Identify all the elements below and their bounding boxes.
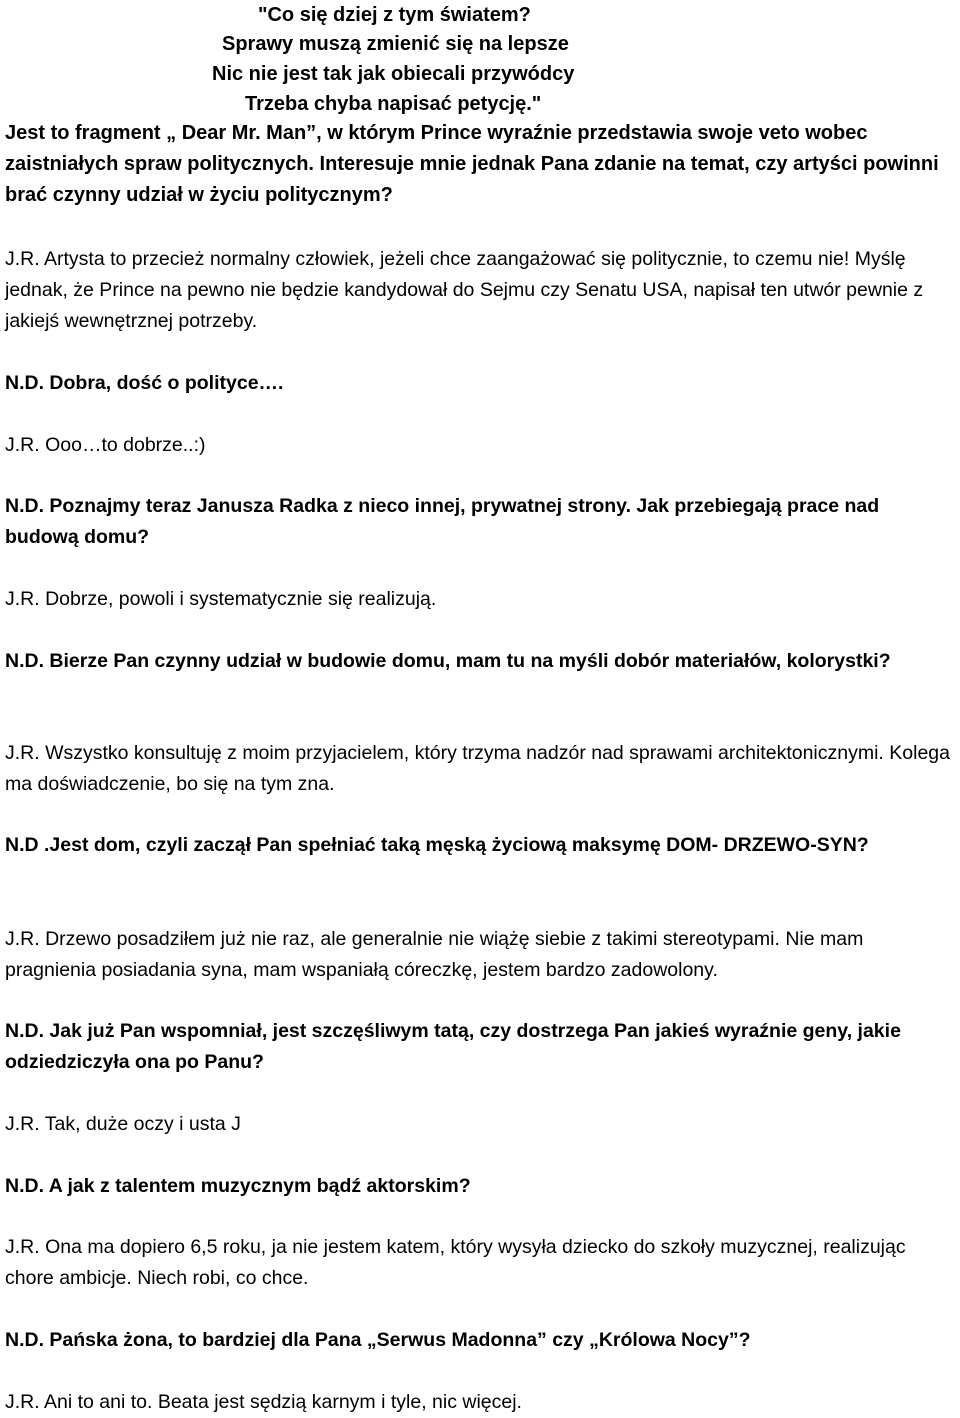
question-materials: N.D. Bierze Pan czynny udział w budowie domu, mam tu na myśli dobór materiałów, kolorystki? [5,650,891,672]
answer-wife: J.R. Ani to ani to. Beata jest sędzią karnym i tyle, nic więcej. [5,1391,522,1413]
question-house-tree-son: N.D .Jest dom, czyli zaczął Pan spełniać taką męską życiową maksymę DOM- DRZEWO-SYN? [5,834,869,856]
verse-line-3: Nic nie jest tak jak obiecali przywódcy [212,63,575,85]
answer-ooo: J.R. Ooo…to dobrze..:) [5,434,206,456]
question-house-building: N.D. Poznajmy teraz Janusza Radka z nieco innej, prywatnej strony. Jak przebiegają prace nad budową domu? [5,495,880,548]
intro-question: Jest to fragment „ Dear Mr. Man”, w którym Prince wyraźnie przedstawia swoje veto wobec zaistniałych spraw politycznych. Interesuje mnie jednak Pana zdanie na temat, czy artyści powinni brać czynny udział w życiu politycznym? [5,122,939,206]
answer-talent: J.R. Ona ma dopiero 6,5 roku, ja nie jestem katem, który wysyła dziecko do szkoły muzycznej, realizując chore ambicje. Niech robi, co chce. [5,1236,906,1289]
question-wife: N.D. Pańska żona, to bardziej dla Pana „Serwus Madonna” czy „Królowa Nocy”? [5,1329,751,1351]
question-genes: N.D. Jak już Pan wspomniał, jest szczęśliwym tatą, czy dostrzega Pan jakieś wyraźnie geny, jakie odziedziczyła ona po Panu? [5,1020,901,1073]
answer-tree: J.R. Drzewo posadziłem już nie raz, ale generalnie nie wiążę siebie z takimi stereotypami. Nie mam pragnienia posiadania syna, mam wspaniałą córeczkę, jestem bardzo zadowolony. [5,928,864,981]
answer-genes: J.R. Tak, duże oczy i usta J [5,1113,241,1135]
answer-materials: J.R. Wszystko konsultuję z moim przyjacielem, który trzyma nadzór nad sprawami architektonicznymi. Kolega ma doświadczenie, bo się na tym zna. [5,742,950,795]
answer-politics: J.R. Artysta to przecież normalny człowiek, jeżeli chce zaangażować się politycznie, to czemu nie! Myślę jednak, że Prince na pewno nie będzie kandydował do Sejmu czy Senatu USA, napisał ten utwór pewnie z jakiejś wewnętrznej potrzeby. [5,248,924,332]
verse-line-2: Sprawy muszą zmienić się na lepsze [222,33,569,55]
question-enough-politics: N.D. Dobra, dość o polityce…. [5,372,284,394]
answer-house-building: J.R. Dobrze, powoli i systematycznie się realizują. [5,588,437,610]
verse-line-1: "Co się dziej z tym światem? [258,4,531,26]
question-talent: N.D. A jak z talentem muzycznym bądź aktorskim? [5,1175,471,1197]
verse-line-4: Trzeba chyba napisać petycję." [245,93,542,115]
